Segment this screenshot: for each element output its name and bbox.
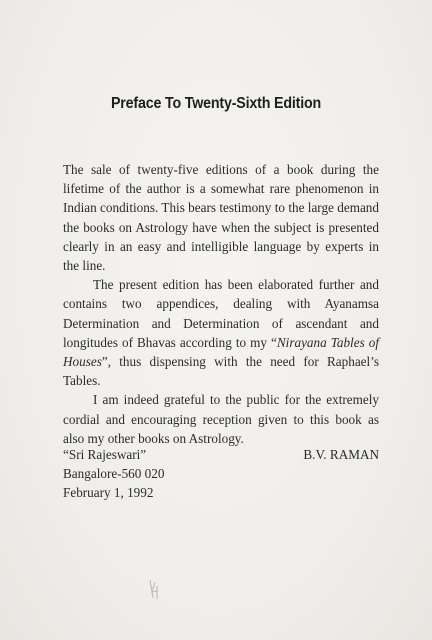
preface-body — [63, 160, 379, 448]
paragraph-2-text-b: ”, thus dispensing with the need for Raphael’s Tables. — [63, 354, 379, 389]
author-name: B.V. RAMAN — [303, 447, 379, 462]
paragraph-2-text-a: The present edition has been elaborated further and contains two appendices, dealing with Ayanamsa Determination and Determination of ascendant and longitudes of Bhavas according to my “ — [63, 277, 379, 350]
book-title-italic: Nirayana Tables of Houses — [63, 334, 379, 370]
address-line-1: “Sri Rajeswari” — [63, 447, 147, 462]
page-title: Preface To Twenty-Sixth Edition — [110, 95, 322, 112]
signature-block — [63, 445, 379, 503]
address-line-2: Bangalore-560 020 — [63, 466, 165, 482]
paragraph-1: The sale of twenty-five editions of a book during the lifetime of the author is a somewhat rare phenomenon in Indian conditions. This bears testimony to the large demand the books on Astrology have when the subject is presented clearly in an easy and intelligible language by experts in the line. — [63, 162, 379, 274]
paragraph-3: I am indeed grateful to the public for the extremely cordial and encouraging reception given to this book as also my other books on Astrology. — [63, 392, 379, 446]
signature-date: February 1, 1992 — [63, 485, 154, 501]
paragraph-2 — [63, 275, 379, 390]
pencil-mark-icon — [147, 578, 161, 600]
